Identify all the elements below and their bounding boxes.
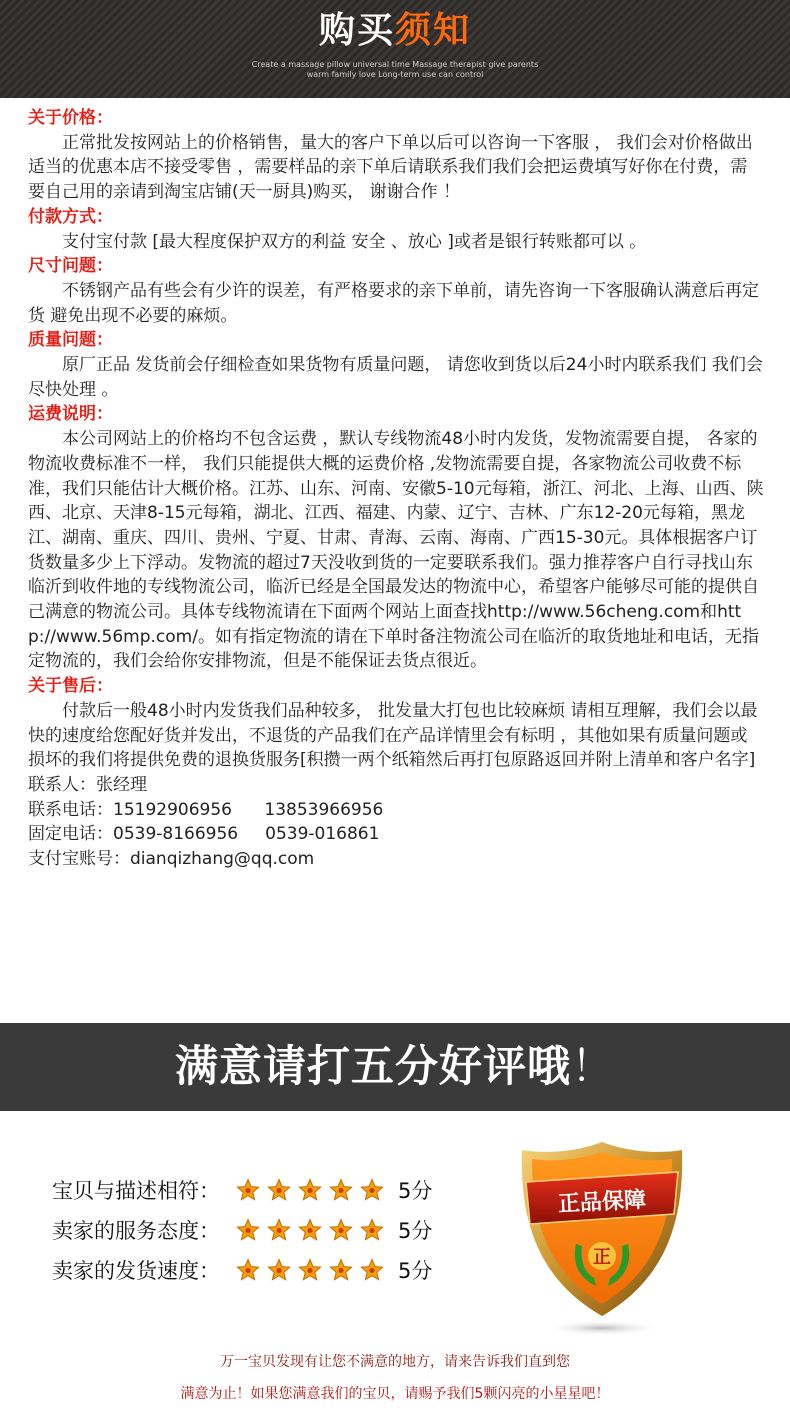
- star-icon: [267, 1258, 291, 1282]
- section-body-after-sales: 付款后一般48小时内发货我们品种较多， 批发量大打包也比较麻烦 请相互理解，我们会以最快的速度给您配好货并发出，不退货的产品我们在产品详情里会有标明 ，其他如果有质量问题或损坏的我们将提供免费的退换货服务[积攒一两个纸箱然后再打包原路返回并附上清单和客户名字]: [28, 700, 758, 771]
- star-rating: [236, 1178, 384, 1202]
- badge-center-char: 正: [593, 1247, 611, 1268]
- rating-row-service: [52, 1210, 432, 1250]
- review-banner-text: 满意请打五分好评哦: [175, 1042, 571, 1092]
- header-subtitle-line2: warm family love Long-term use can control: [306, 70, 484, 79]
- section-title-payment: 付款方式：: [28, 206, 113, 227]
- star-icon: [298, 1258, 322, 1282]
- section-title-size: 尺寸问题：: [28, 256, 113, 277]
- contact-phone: 联系电话：15192906956 13853966956: [28, 799, 384, 820]
- star-icon: [236, 1178, 260, 1202]
- contact-landline: 固定电话：0539-8166956 0539-016861: [28, 824, 380, 845]
- rating-row-delivery: [52, 1250, 432, 1290]
- star-icon: [329, 1218, 353, 1242]
- header-subtitle-line1: Create a massage pillow universal time Massage therapist give parents: [251, 60, 539, 69]
- star-icon: [360, 1178, 384, 1202]
- section-body-price: 正常批发按网站上的价格销售，量大的客户下单以后可以咨询一下客服 ， 我们会对价格做出适当的优惠本店不接受零售 ，需要样品的亲下单后请联系我们我们会把运费填写好你在付费，需要自己用的亲请到淘宝店铺(天一厨具)购买， 谢谢合作 ！: [28, 132, 753, 203]
- header-title: [0, 0, 790, 54]
- star-rating: [236, 1258, 384, 1282]
- footer-line1: 万一宝贝发现有让您不满意的地方，请来告诉我们直到您: [220, 1354, 570, 1370]
- section-body-payment: 支付宝付款 [最大程度保护双方的利益 安全 、放心 ]或者是银行转账都可以 。: [62, 231, 647, 252]
- section-body-quality: 原厂正品 发货前会仔细检查如果货物有质量问题， 请您收到货以后24小时内联系我们 我们会尽快处理 。: [28, 355, 763, 400]
- star-icon: [329, 1258, 353, 1282]
- star-icon: [329, 1178, 353, 1202]
- header-title-part1: 购买: [318, 10, 395, 51]
- rating-score: 5分: [398, 1259, 433, 1283]
- star-icon: [236, 1218, 260, 1242]
- star-icon: [360, 1218, 384, 1242]
- star-icon: [267, 1218, 291, 1242]
- star-icon: [360, 1258, 384, 1282]
- section-title-price: 关于价格：: [28, 108, 113, 128]
- rating-score: 5分: [398, 1179, 433, 1203]
- rating-label: 宝贝与描述相符：: [52, 1179, 220, 1203]
- section-body-size: 不锈钢产品有些会有少许的误差，有严格要求的亲下单前，请先咨询一下客服确认满意后再定货 避免出现不必要的麻烦。: [28, 280, 759, 326]
- page-header: [0, 0, 790, 98]
- star-icon: [298, 1218, 322, 1242]
- star-icon: [236, 1258, 260, 1282]
- review-banner-exclaim: ！: [571, 1042, 615, 1092]
- section-title-after-sales: 关于售后：: [28, 676, 113, 697]
- purchase-notice-content: [0, 98, 790, 872]
- section-title-quality: 质量问题：: [28, 330, 113, 351]
- star-icon: [267, 1178, 291, 1202]
- badge-text: 正品保障: [557, 1187, 647, 1218]
- rating-score: 5分: [398, 1219, 433, 1243]
- rating-label: 卖家的发货速度：: [52, 1259, 220, 1283]
- ratings-panel: [52, 1170, 432, 1290]
- footer-message: [0, 1346, 790, 1410]
- footer-line2: 满意为止！如果您满意我们的宝贝，请赐予我们5颗闪亮的小星星吧！: [180, 1386, 610, 1402]
- review-banner: [0, 1023, 790, 1111]
- rating-row-description: [52, 1170, 432, 1210]
- star-icon: [298, 1178, 322, 1202]
- section-body-shipping: 本公司网站上的价格均不包含运费 ，默认专线物流48小时内发货，发物流需要自提， 各家的物流收费标准不一样， 我们只能提供大概的运费价格 ,发物流需要自提，各家物流公司收费不标准，我们只能估计大概价格。江苏、山东、河南、安徽5-10元每箱，浙江、河北、上海、山西、陕西、北京、天津8-15元每箱，湖北、江西、福建、内蒙、辽宁、吉林、广东12-20元每箱，黑龙江、湖南、重庆、四川、贵州、宁夏、甘肃、青海、云南、海南、广西15-30元。具体根据客户订货数量多少上下浮动。发物流的超过7天没收到货的一定要联系我们。强力推荐客户自行寻找山东临沂到收件地的专线物流公司，临沂已经是全国最发达的物流中心，希望客户能够尽可能的提供自己满意的物流公司。具体专线物流请在下面两个网站上面查找http://www.56cheng.com和http://www.56mp.com/。如有指定物流的请在下单时备注物流公司在临沂的取货地址和电话，无指定物流的，我们会给你安排物流，但是不能保证去货点很近。: [28, 429, 764, 672]
- contact-alipay: 支付宝账号：dianqizhang@qq.com: [28, 849, 315, 870]
- header-title-part2: 须知: [395, 10, 472, 51]
- rating-label: 卖家的服务态度：: [52, 1219, 220, 1243]
- section-title-shipping: 运费说明：: [28, 404, 113, 425]
- contact-person: 联系人：张经理: [28, 774, 147, 795]
- star-rating: [236, 1218, 384, 1242]
- authentic-guarantee-shield-icon: [518, 1138, 686, 1338]
